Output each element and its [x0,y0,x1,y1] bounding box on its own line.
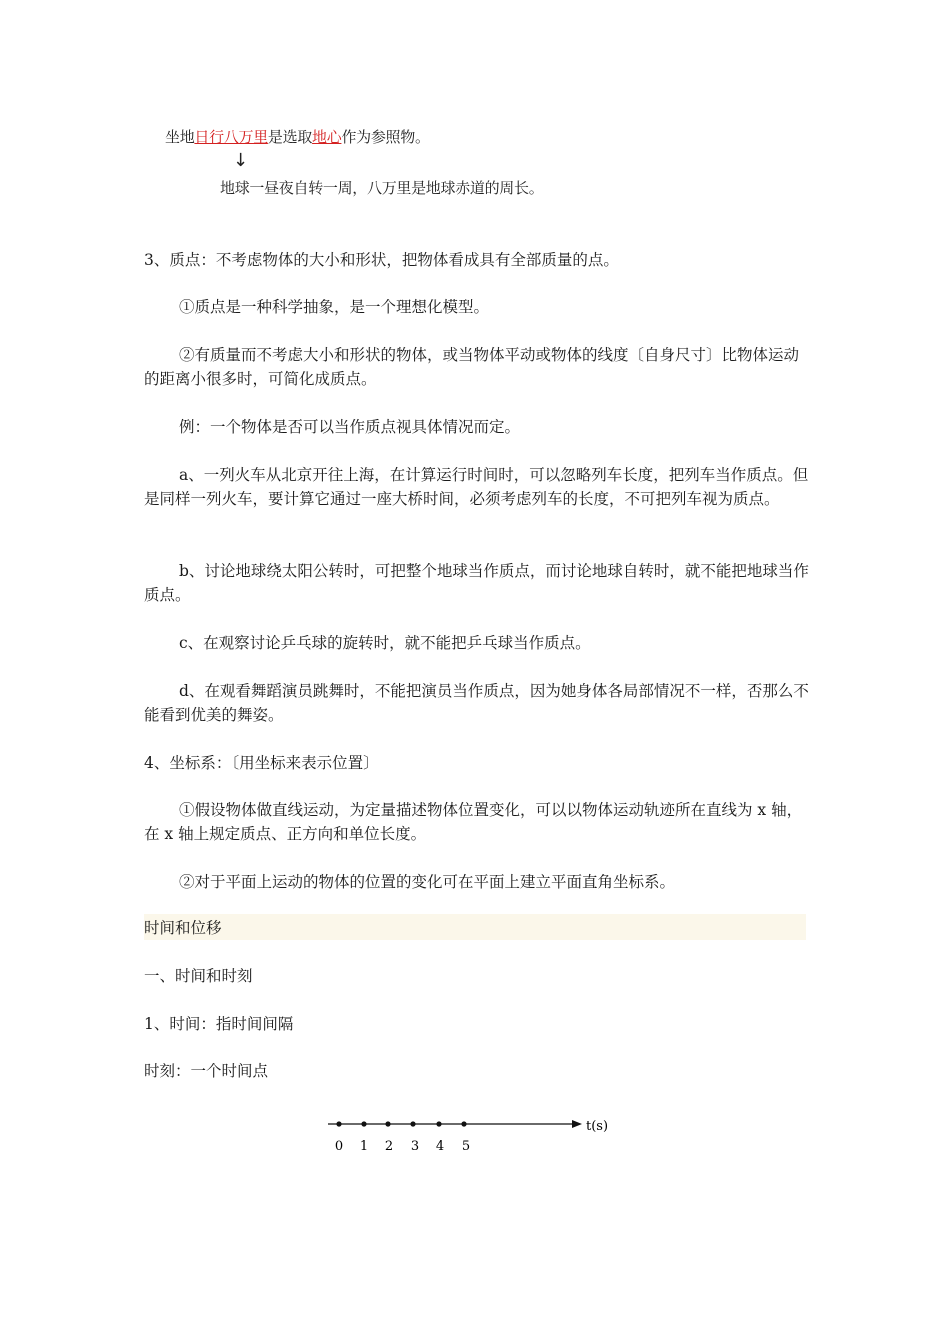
paragraph-time-interval: 1、时间：指时间间隔 [144,1015,294,1033]
timeline-tick-label: 0 [334,1139,344,1154]
timeline-tick-dot [361,1121,366,1126]
paragraph-coordinate-point-1: ①假设物体做直线运动，为定量描述物体位置变化，可以以物体运动轨迹所在直线为 x 轴，在 x 轴上规定质点、正方向和单位长度。 [144,801,803,843]
note-text-2: 是选取 [267,128,313,146]
timeline-diagram [320,1110,620,1160]
note-highlight-1: 日行八万里 [194,128,268,146]
figure-note-line1 [165,126,430,147]
paragraph-coordinate-system: 4、坐标系：〔用坐标来表示位置〕 [144,754,379,772]
timeline-tick-label: 1 [359,1139,369,1154]
timeline-tick-dot [410,1121,415,1126]
paragraph-example-a: a、一列火车从北京开往上海，在计算运行时间时，可以忽略列车长度，把列车当作质点。但是同样一列火车，要计算它通过一座大桥时间，必须考虑列车的长度，不可把列车视为质点。 [144,466,809,508]
section-title: 时间和位移 [144,919,222,937]
paragraph-particle-definition: 3、质点：不考虑物体的大小和形状，把物体看成具有全部质量的点。 [144,251,619,269]
timeline-tick-label: 4 [435,1139,445,1154]
paragraph-example-c: c、在观察讨论乒乓球的旋转时，就不能把乒乓球当作质点。 [179,634,591,652]
paragraph-point-2: ②有质量而不考虑大小和形状的物体，或当物体平动或物体的线度〔自身尺寸〕比物体运动的距离小很多时，可简化成质点。 [144,346,800,388]
paragraph-point-1: ①质点是一种科学抽象，是一个理想化模型。 [179,298,490,316]
down-arrow-icon: ↓ [233,150,248,171]
paragraph-example: 例：一个物体是否可以当作质点视具体情况而定。 [179,418,521,436]
timeline-tick-dot [436,1121,441,1126]
paragraph-time-heading: 一、时间和时刻 [144,967,253,985]
timeline-axis-label: t(s) [586,1119,609,1134]
figure-note-line2: 地球一昼夜自转一周，八万里是地球赤道的周长。 [220,179,544,197]
paragraph-time-instant: 时刻：一个时间点 [144,1062,269,1080]
timeline-arrow-icon [572,1120,582,1128]
paragraph-example-d: d、在观看舞蹈演员跳舞时，不能把演员当作质点，因为她身体各局部情况不一样，否那么不能看到优美的舞姿。 [144,682,809,724]
timeline-tick-label: 5 [461,1139,471,1154]
timeline-tick-dot [336,1121,341,1126]
timeline-tick-dot [385,1121,390,1126]
timeline-tick-label: 2 [384,1139,394,1154]
timeline-tick-label: 3 [410,1139,420,1154]
paragraph-example-b: b、讨论地球绕太阳公转时，可把整个地球当作质点，而讨论地球自转时，就不能把地球当作质点。 [144,562,809,604]
note-highlight-2: 地心 [312,128,342,146]
note-text-1: 坐地 [165,128,195,146]
note-text-3: 作为参照物。 [341,128,430,146]
paragraph-coordinate-point-2: ②对于平面上运动的物体的位置的变化可在平面上建立平面直角坐标系。 [179,873,676,891]
timeline-tick-dot [461,1121,466,1126]
